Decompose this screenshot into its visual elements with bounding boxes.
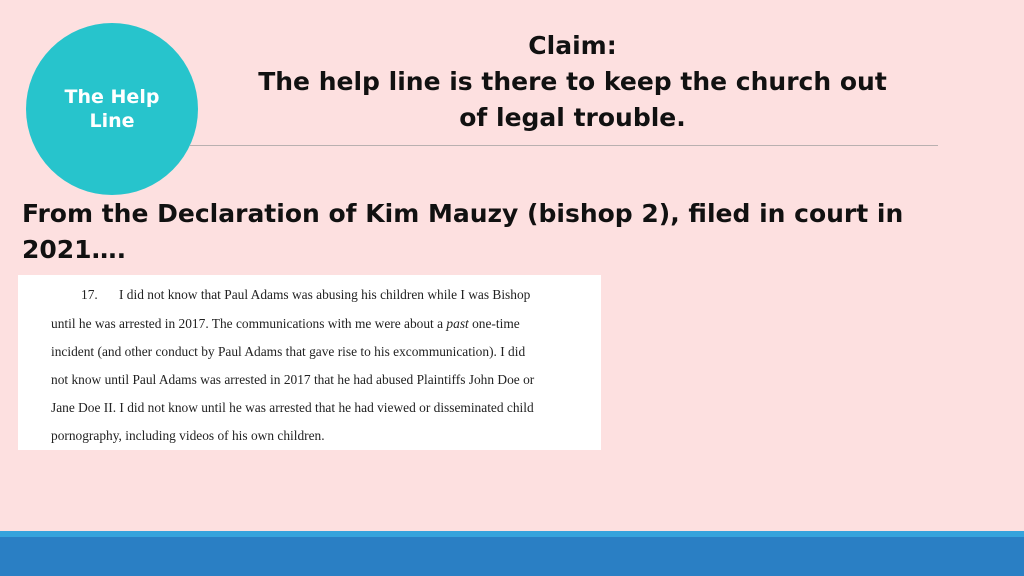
claim-heading — [220, 28, 925, 136]
excerpt-first-line-text: I did not know that Paul Adams was abusing his children while I was Bishop — [119, 287, 531, 302]
footer-band — [0, 537, 1024, 576]
help-line-badge — [26, 23, 198, 195]
excerpt-line-5: Jane Doe II. I did not know until he was arrested that he had viewed or disseminated child — [51, 400, 534, 415]
excerpt-line-6: pornography, including videos of his own children. — [51, 428, 325, 443]
excerpt-line-2 — [51, 316, 591, 332]
excerpt-line-4: not know until Paul Adams was arrested in 2017 that he had abused Plaintiffs John Doe or — [51, 372, 535, 387]
claim-line-3: of legal trouble. — [459, 103, 686, 132]
excerpt-line-2-start: until he was arrested in 2017. The communications with me were about a — [51, 316, 447, 331]
subheading-line-2: 2021…. — [22, 235, 127, 264]
declaration-excerpt — [18, 275, 601, 450]
paragraph-number: 17. — [81, 287, 98, 302]
excerpt-line-3: incident (and other conduct by Paul Adams that gave rise to his excommunication). I did — [51, 344, 526, 359]
excerpt-line-2-end: one-time — [468, 316, 520, 331]
subheading-line-1: From the Declaration of Kim Mauzy (bishop 2), filed in court in — [22, 199, 904, 228]
divider-line — [190, 145, 938, 146]
claim-line-1: Claim: — [528, 31, 617, 60]
claim-line-2: The help line is there to keep the church out — [258, 67, 887, 96]
declaration-subheading — [22, 196, 982, 268]
excerpt-italic-word: past — [446, 316, 469, 331]
help-line-badge-label: The Help Line — [64, 86, 160, 132]
